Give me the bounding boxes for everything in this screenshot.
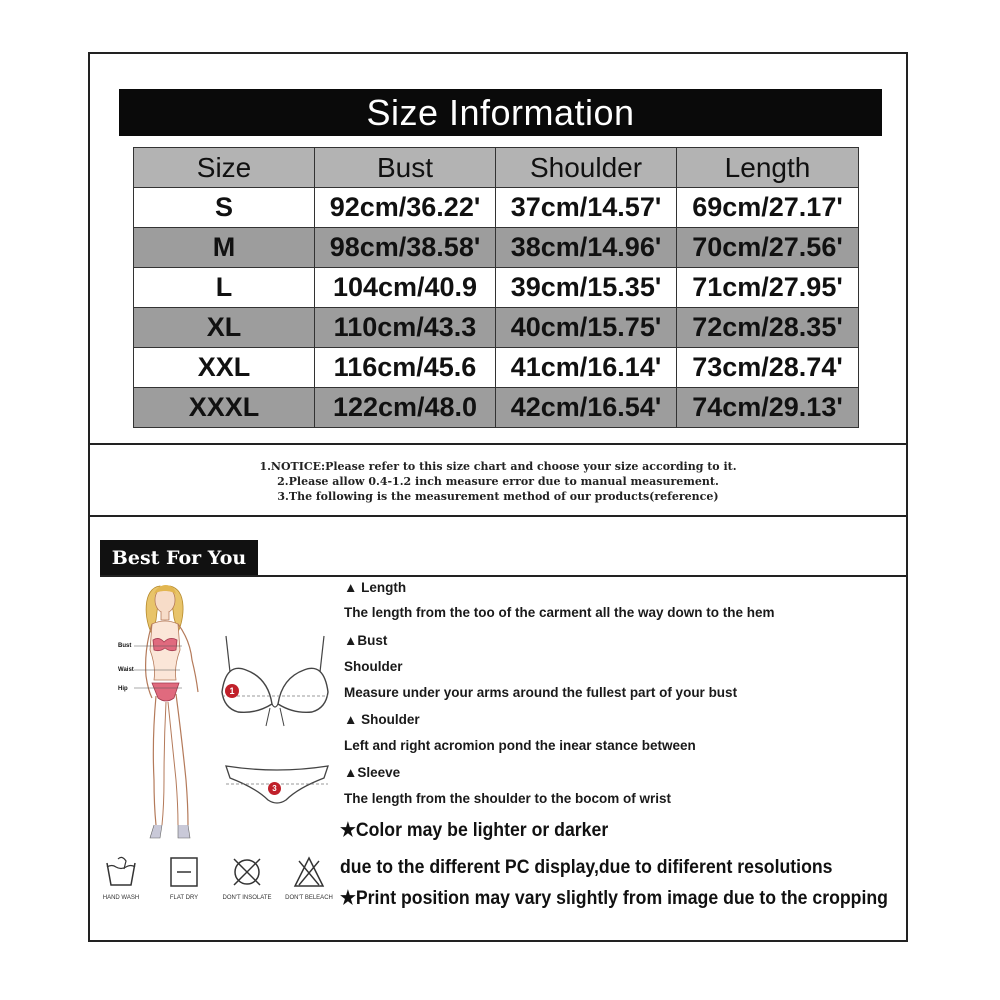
length-text: The length from the too of the carment all the way down to the hem	[344, 605, 775, 620]
bust-text: Measure under your arms around the fullest part of your bust	[344, 685, 738, 700]
figure-label-bust: Bust	[118, 643, 132, 649]
cell-bust: 122cm/48.0	[315, 388, 496, 428]
header-size: Size	[134, 148, 315, 188]
cell-shoulder: 41cm/16.14'	[496, 348, 677, 388]
care-label: HAND WASH	[102, 895, 140, 901]
table-row	[134, 348, 859, 388]
cell-size: XXL	[134, 348, 315, 388]
care-label: DON'T BELEACH	[285, 895, 333, 901]
dont-insolate-icon	[230, 855, 264, 889]
header-bust: Bust	[315, 148, 496, 188]
care-label: DON'T INSOLATE	[222, 895, 272, 901]
care-label: FLAT DRY	[169, 895, 199, 901]
sleeve-heading: ▲Sleeve	[344, 765, 401, 780]
length-heading: ▲ Length	[344, 580, 407, 595]
cell-shoulder: 42cm/16.54'	[496, 388, 677, 428]
print-note: ★Print position may vary slightly from image due to the cropping	[340, 888, 888, 909]
size-table	[133, 147, 859, 428]
best-for-you-rule	[100, 575, 906, 577]
cell-size: M	[134, 228, 315, 268]
notice-line: 1.NOTICE:Please refer to this size chart and choose your size according to it.	[259, 460, 737, 473]
cell-size: S	[134, 188, 315, 228]
cell-shoulder: 40cm/15.75'	[496, 308, 677, 348]
hip-marker	[268, 782, 281, 795]
table-row	[134, 188, 859, 228]
page-title: Size Information	[119, 89, 882, 136]
shoulder-heading: ▲ Shoulder	[344, 712, 420, 727]
color-note: ★Color may be lighter or darker	[340, 820, 609, 841]
dont-bleach-icon	[292, 855, 326, 889]
table-row	[134, 388, 859, 428]
bust-marker	[225, 684, 239, 698]
cell-length: 72cm/28.35'	[677, 308, 859, 348]
best-for-you-label: Best For You	[100, 540, 258, 576]
bikini-top-sketch	[216, 632, 334, 732]
cell-shoulder: 37cm/14.57'	[496, 188, 677, 228]
header-shoulder: Shoulder	[496, 148, 677, 188]
bust-marker-number: 1	[229, 686, 235, 696]
table-row	[134, 228, 859, 268]
hip-marker-number: 3	[272, 784, 277, 793]
care-dont-insolate	[217, 855, 277, 901]
hand-wash-icon	[104, 855, 138, 889]
header-length: Length	[677, 148, 859, 188]
cell-bust: 98cm/38.58'	[315, 228, 496, 268]
cell-shoulder: 38cm/14.96'	[496, 228, 677, 268]
sleeve-text: The length from the shoulder to the bocom of wrist	[344, 791, 671, 806]
cell-length: 71cm/27.95'	[677, 268, 859, 308]
care-hand-wash	[91, 855, 151, 901]
cell-size: XXXL	[134, 388, 315, 428]
figure-label-hip: Hip	[118, 686, 128, 692]
bust-subheading: Shoulder	[344, 659, 403, 674]
care-flat-dry	[154, 855, 214, 901]
cell-length: 73cm/28.74'	[677, 348, 859, 388]
cell-bust: 110cm/43.3	[315, 308, 496, 348]
care-dont-bleach	[279, 855, 339, 901]
cell-bust: 92cm/36.22'	[315, 188, 496, 228]
divider-top	[88, 443, 908, 445]
cell-length: 69cm/27.17'	[677, 188, 859, 228]
bust-heading: ▲Bust	[344, 633, 388, 648]
flat-dry-icon	[167, 855, 201, 889]
notice-line: 3.The following is the measurement method of our products(reference)	[277, 490, 719, 503]
table-header-row	[134, 148, 859, 188]
notice-block	[88, 459, 908, 504]
figure-label-waist: Waist	[118, 667, 134, 673]
cell-length: 74cm/29.13'	[677, 388, 859, 428]
cell-bust: 116cm/45.6	[315, 348, 496, 388]
cell-size: L	[134, 268, 315, 308]
cell-shoulder: 39cm/15.35'	[496, 268, 677, 308]
table-row	[134, 308, 859, 348]
display-note: due to the different PC display,due to dififerent resolutions	[340, 857, 833, 878]
cell-size: XL	[134, 308, 315, 348]
divider-bottom	[88, 515, 908, 517]
woman-figure-illustration	[112, 580, 222, 845]
cell-length: 70cm/27.56'	[677, 228, 859, 268]
table-row	[134, 268, 859, 308]
notice-line: 2.Please allow 0.4-1.2 inch measure error due to manual measurement.	[277, 475, 719, 488]
shoulder-text: Left and right acromion pond the inear stance between	[344, 738, 696, 753]
cell-bust: 104cm/40.9	[315, 268, 496, 308]
